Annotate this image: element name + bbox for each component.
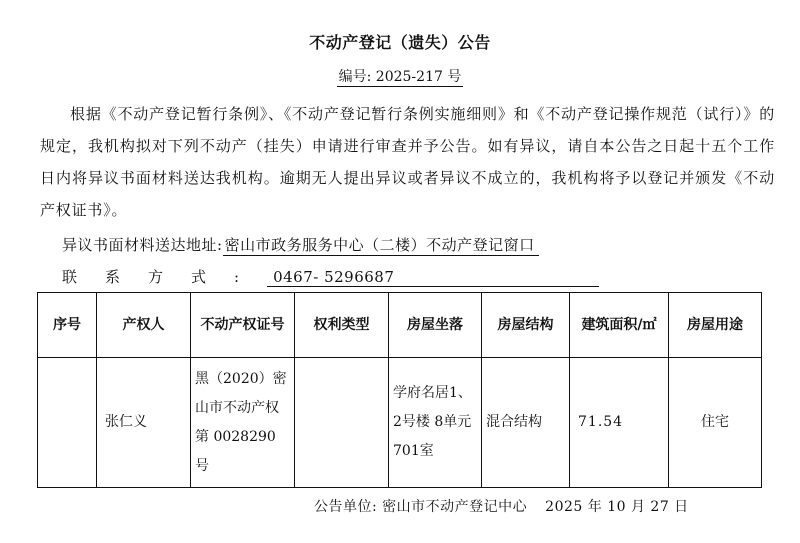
notice-title: 不动产登记（遗失）公告: [309, 33, 491, 52]
header-certificate: 不动产权证号: [191, 293, 295, 358]
contact-line: [62, 266, 599, 287]
issue-date: 2025 年 10 月 27 日: [545, 499, 689, 515]
notice-body: 根据《不动产登记暂行条例》、《不动产登记暂行条例实施细则》和《不动产登记操作规范（试行）》的规定，我机构拟对下列不动产（挂失）申请进行审查并予公告。如有异议，请自本公告之日起十五个工作日内将异议书面材料送达我机构。逾期无人提出异议或者异议不成立的，我机构将予以登记并颁发《不动产权证书》。: [40, 105, 775, 219]
cell-structure: 混合结构: [482, 358, 570, 488]
address-value: 密山市政务服务中心（二楼）不动产登记窗口: [223, 236, 539, 256]
header-right-type: 权利类型: [295, 293, 389, 358]
cell-location: 学府名居1、2号楼 8单元701室: [389, 358, 482, 488]
cell-usage: 住宅: [669, 358, 762, 488]
header-area: 建筑面积/㎡: [570, 293, 669, 358]
table-header-row: [38, 293, 762, 358]
cell-area: 71.54: [570, 358, 669, 488]
issuer: 公告单位: 密山市不动产登记中心: [314, 499, 528, 515]
objection-address: [62, 234, 539, 255]
address-label: 异议书面材料送达地址:: [62, 236, 223, 254]
property-table: [37, 292, 762, 488]
notice-footer: [314, 496, 689, 516]
header-usage: 房屋用途: [669, 293, 762, 358]
cell-certificate: 黑（2020）密山市不动产权第 0028290 号: [191, 358, 295, 488]
contact-value: 0467- 5296687: [267, 268, 599, 287]
header-owner: 产权人: [97, 293, 191, 358]
header-index: 序号: [38, 293, 97, 358]
document-number: [0, 66, 800, 86]
document-number-text: 编号: 2025-217 号: [338, 69, 462, 85]
contact-label: 联系方式:: [62, 268, 268, 286]
header-location: 房屋坐落: [389, 293, 482, 358]
cell-owner: 张仁义: [97, 358, 191, 488]
cell-index: [38, 358, 97, 488]
table-row: [38, 358, 762, 488]
header-structure: 房屋结构: [482, 293, 570, 358]
cell-right-type: [295, 358, 389, 488]
